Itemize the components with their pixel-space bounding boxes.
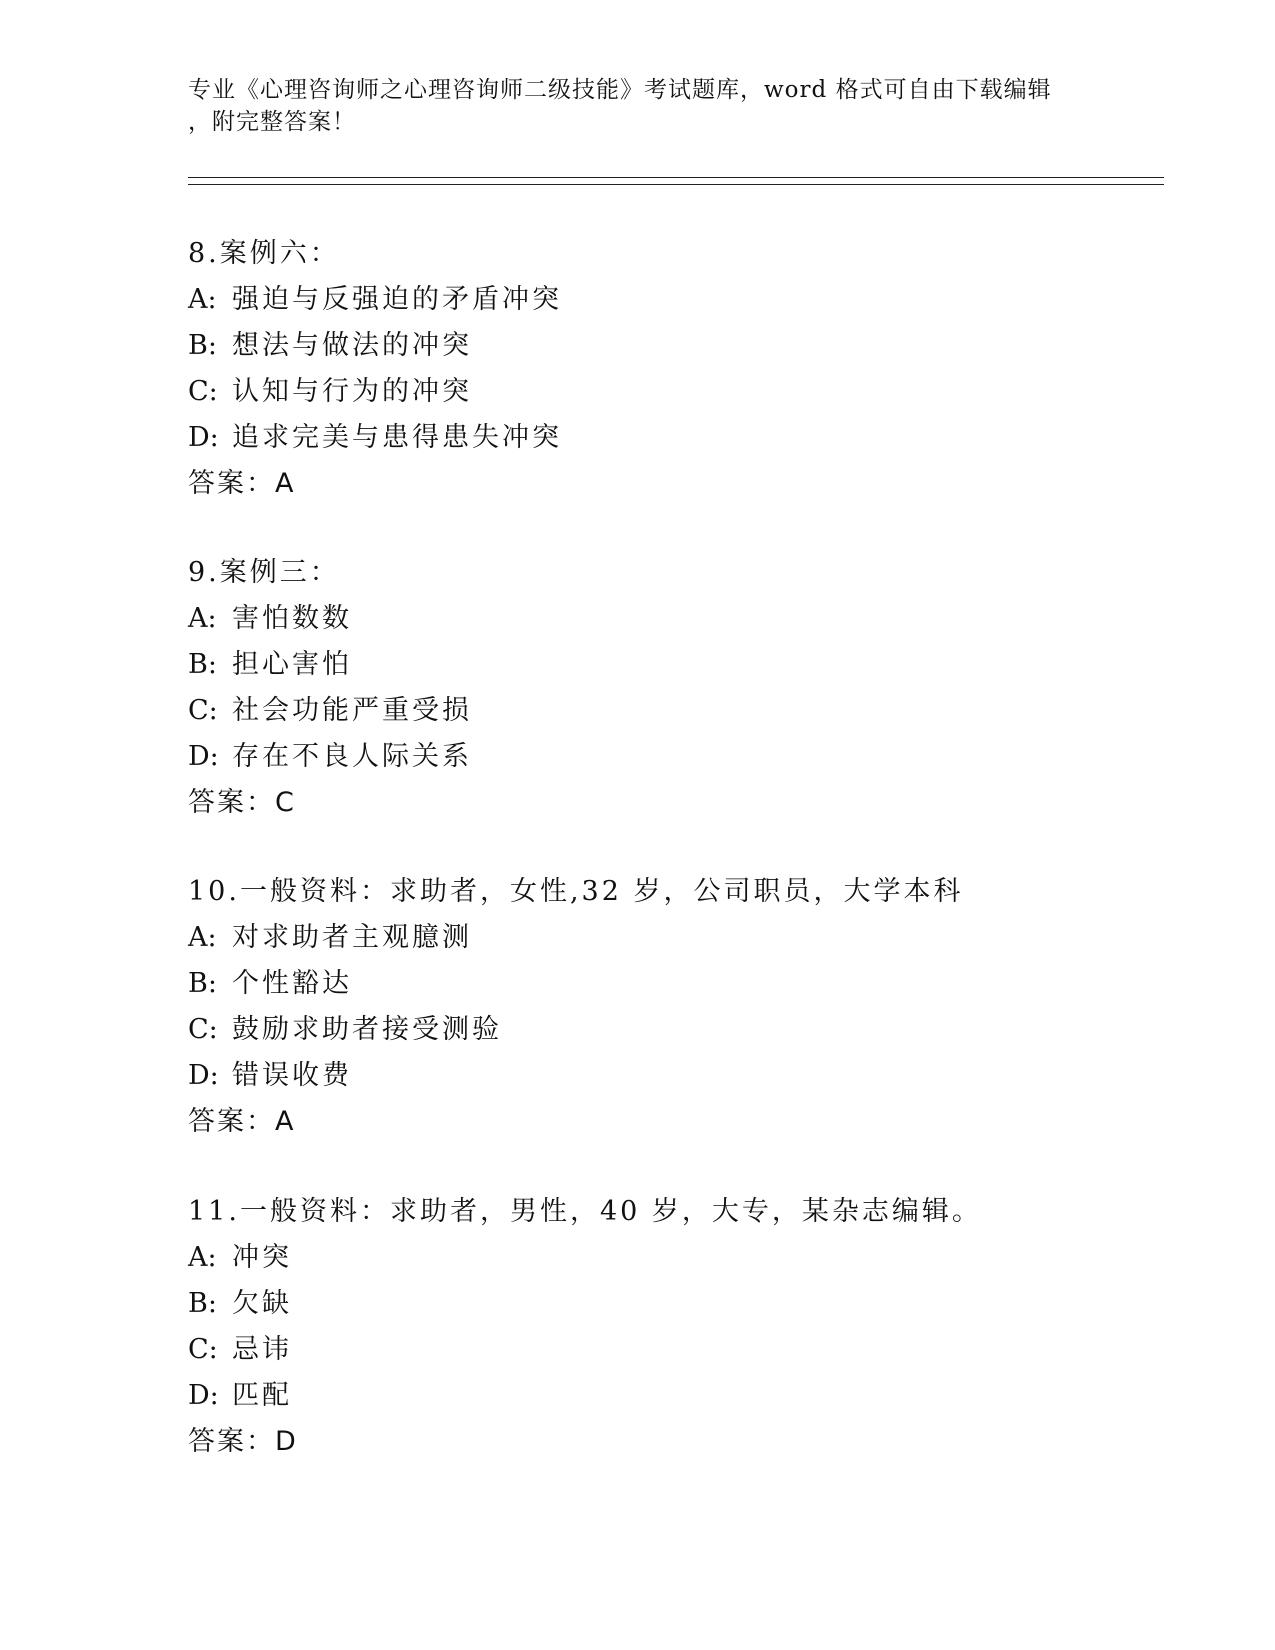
question-stem: 9.案例三： <box>188 557 340 588</box>
option-text: 冲突 <box>232 1242 292 1273</box>
option-key: D: <box>188 422 219 453</box>
option-key: C: <box>188 695 218 726</box>
question-stem: 11.一般资料：求助者，男性，40 岁，大专，某杂志编辑。 <box>188 1196 982 1227</box>
option-key: A: <box>188 284 217 315</box>
option-c <box>188 1327 1168 1373</box>
option-key: D: <box>188 1380 219 1411</box>
option-d <box>188 1053 1168 1099</box>
option-key: B: <box>188 649 217 680</box>
option-a <box>188 1235 1168 1281</box>
question-stem: 8.案例六： <box>188 238 340 269</box>
option-key: C: <box>188 1014 218 1045</box>
answer-line: 答案：D <box>188 1426 298 1457</box>
question-block <box>188 231 1168 507</box>
option-key: A: <box>188 922 217 953</box>
option-key: B: <box>188 968 217 999</box>
option-d <box>188 1373 1168 1419</box>
option-key: B: <box>188 1288 217 1319</box>
option-text: 错误收费 <box>232 1060 352 1091</box>
option-key: D: <box>188 1060 219 1091</box>
option-text: 存在不良人际关系 <box>232 741 472 772</box>
option-key: B: <box>188 330 217 361</box>
option-b <box>188 642 1168 688</box>
header-title-line: 专业《心理咨询师之心理咨询师二级技能》考试题库，word 格式可自由下载编辑 <box>188 77 1052 103</box>
answer-line: 答案：A <box>188 1106 296 1137</box>
option-text: 匹配 <box>232 1380 292 1411</box>
option-text: 害怕数数 <box>232 603 352 634</box>
option-key: A: <box>188 603 217 634</box>
option-text: 想法与做法的冲突 <box>232 330 472 361</box>
option-text: 认知与行为的冲突 <box>232 376 472 407</box>
option-b <box>188 1281 1168 1327</box>
option-b <box>188 961 1168 1007</box>
option-text: 社会功能严重受损 <box>232 695 472 726</box>
option-text: 担心害怕 <box>232 649 352 680</box>
option-key: C: <box>188 1334 218 1365</box>
option-c <box>188 1007 1168 1053</box>
question-block <box>188 550 1168 826</box>
option-d <box>188 415 1168 461</box>
option-text: 追求完美与患得患失冲突 <box>232 422 562 453</box>
header-subtitle-line: ，附完整答案！ <box>188 109 356 135</box>
answer-line: 答案：C <box>188 787 296 818</box>
page-header <box>188 74 1088 138</box>
option-c <box>188 688 1168 734</box>
header-divider <box>188 177 1164 185</box>
option-c <box>188 369 1168 415</box>
option-a <box>188 915 1168 961</box>
option-a <box>188 596 1168 642</box>
question-block <box>188 1189 1168 1465</box>
option-text: 鼓励求助者接受测验 <box>232 1014 502 1045</box>
option-key: D: <box>188 741 219 772</box>
option-d <box>188 734 1168 780</box>
option-text: 强迫与反强迫的矛盾冲突 <box>232 284 562 315</box>
option-text: 忌讳 <box>232 1334 292 1365</box>
option-key: A: <box>188 1242 217 1273</box>
option-a <box>188 277 1168 323</box>
option-text: 对求助者主观臆测 <box>232 922 472 953</box>
option-text: 欠缺 <box>232 1288 292 1319</box>
option-text: 个性豁达 <box>232 968 352 999</box>
option-key: C: <box>188 376 218 407</box>
answer-line: 答案：A <box>188 468 296 499</box>
question-block <box>188 869 1168 1145</box>
option-b <box>188 323 1168 369</box>
question-stem: 10.一般资料：求助者，女性,32 岁，公司职员，大学本科 <box>188 876 964 907</box>
